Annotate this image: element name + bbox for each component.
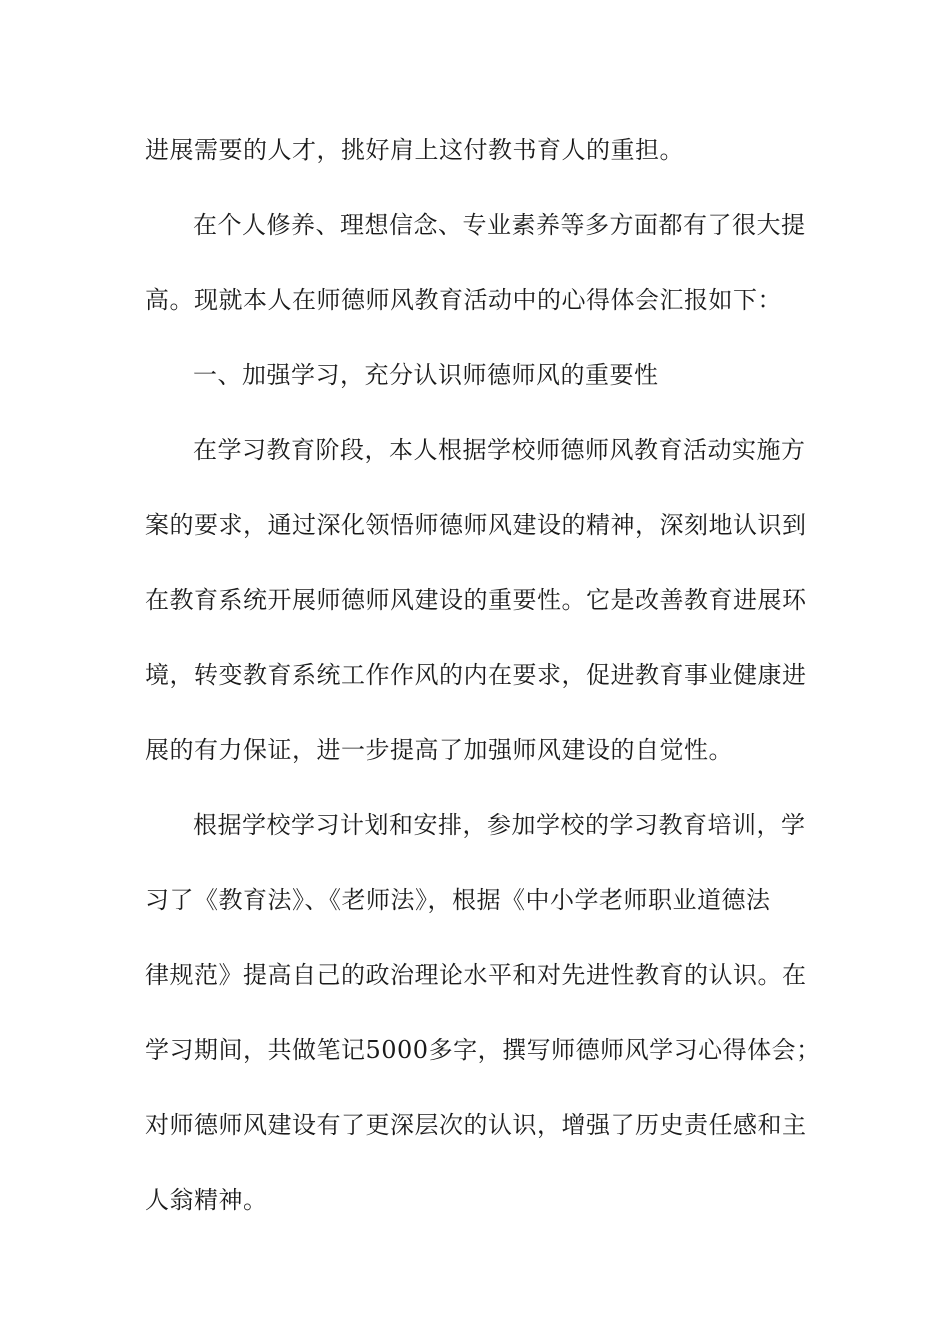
text-line-9: 展的有力保证，进一步提高了加强师风建设的自觉性。: [145, 736, 733, 764]
text-line-14: 对师德师风建设有了更深层次的认识，增强了历史责任感和主: [145, 1111, 807, 1139]
text-line-1: 进展需要的人才，挑好肩上这付教书育人的重担。: [145, 136, 684, 164]
text-line-7: 在教育系统开展师德师风建设的重要性。它是改善教育进展环: [145, 586, 807, 614]
text-line-5: 在学习教育阶段，本人根据学校师德师风教育活动实施方: [193, 436, 806, 464]
section-heading: 一、加强学习，充分认识师德师风的重要性: [193, 361, 659, 389]
text-line-12: 律规范》提高自己的政治理论水平和对先进性教育的认识。在: [145, 961, 807, 989]
text-line-13: 学习期间，共做笔记5000多字，撰写师德师风学习心得体会；: [145, 1036, 821, 1064]
text-line-11: 习了《教育法》、《老师法》，根据《中小学老师职业道德法: [145, 886, 771, 914]
text-line-10: 根据学校学习计划和安排，参加学校的学习教育培训，学: [193, 811, 806, 839]
text-line-15: 人翁精神。: [145, 1186, 268, 1214]
text-line-8: 境，转变教育系统工作作风的内在要求，促进教育事业健康进: [145, 661, 807, 689]
text-line-3: 高。现就本人在师德师风教育活动中的心得体会汇报如下：: [145, 286, 782, 314]
text-line-6: 案的要求，通过深化领悟师德师风建设的精神，深刻地认识到: [145, 511, 807, 539]
text-line-2: 在个人修养、理想信念、专业素养等多方面都有了很大提: [193, 211, 806, 239]
